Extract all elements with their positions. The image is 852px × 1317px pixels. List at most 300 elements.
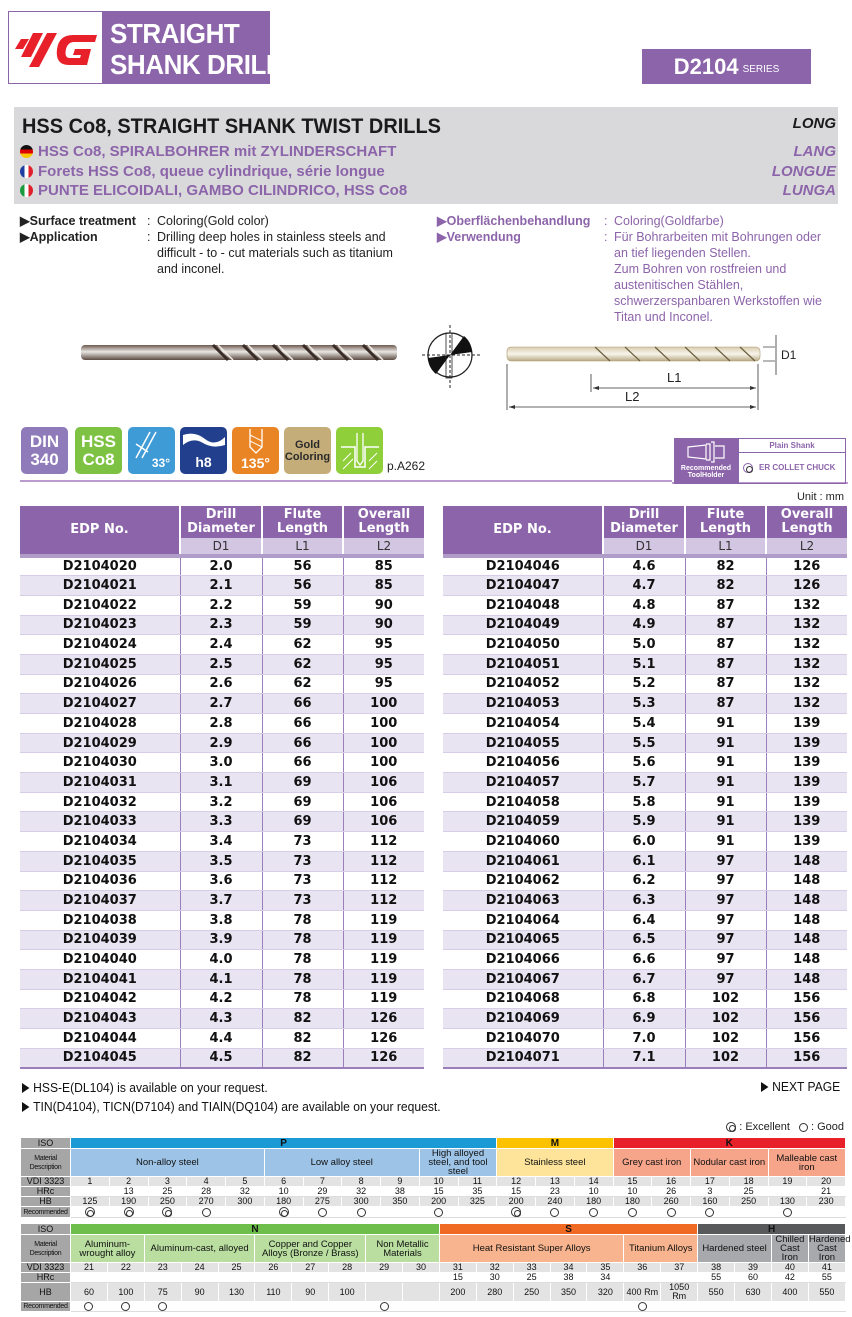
- flute-length-cell: 82: [262, 1029, 343, 1049]
- material-description: Heat Resistant Super Alloys: [439, 1235, 623, 1263]
- hb-cell: [403, 1283, 440, 1302]
- table-row: [443, 891, 847, 911]
- diameter-cell: 5.6: [603, 753, 685, 773]
- diameter-cell: 3.0: [180, 753, 262, 773]
- hrc-cell: 30: [476, 1273, 513, 1283]
- recommended-cell: [476, 1302, 513, 1312]
- flute-length-cell: 97: [685, 871, 766, 891]
- hb-cell: 280: [476, 1283, 513, 1302]
- material-description: Aluminum-cast, alloyed: [144, 1235, 255, 1263]
- flute-length-cell: 62: [262, 674, 343, 694]
- recommended-cell: [652, 1207, 691, 1218]
- vdi-cell: 20: [807, 1177, 846, 1187]
- table-row: [443, 714, 847, 734]
- hrc-cell: 29: [303, 1187, 342, 1197]
- good-icon: [121, 1302, 130, 1311]
- recommended-cell: [381, 1207, 420, 1218]
- vdi-cell: 16: [652, 1177, 691, 1187]
- overall-length-cell: 112: [343, 871, 424, 891]
- overall-length-cell: 95: [343, 674, 424, 694]
- edp-cell: D2104038: [20, 910, 180, 930]
- edp-cell: D2104070: [443, 1029, 603, 1049]
- table-row: [20, 910, 424, 930]
- vdi-cell: 39: [735, 1263, 772, 1273]
- recommended-cell: [808, 1302, 845, 1312]
- vdi-cell: 35: [587, 1263, 624, 1273]
- product-title-fr: Forets HSS Co8, queue cylindrique, série longue: [38, 163, 385, 180]
- hrc-cell: [255, 1273, 292, 1283]
- overall-length-cell: 139: [766, 753, 847, 773]
- flute-length-cell: 73: [262, 871, 343, 891]
- flute-length-cell: 78: [262, 969, 343, 989]
- edp-cell: D2104043: [20, 1009, 180, 1029]
- edp-cell: D2104057: [443, 773, 603, 793]
- edp-cell: D2104046: [443, 556, 603, 576]
- material-table-1: [20, 1137, 846, 1218]
- overall-length-cell: 112: [343, 891, 424, 911]
- diameter-cell: 3.4: [180, 832, 262, 852]
- overall-length-cell: 139: [766, 773, 847, 793]
- recommended-cell: [181, 1302, 218, 1312]
- vdi-cell: 10: [419, 1177, 458, 1187]
- next-page-link[interactable]: NEXT PAGE: [761, 1079, 840, 1094]
- edp-cell: D2104066: [443, 950, 603, 970]
- hrc-cell: [329, 1273, 366, 1283]
- table-row: [443, 851, 847, 871]
- overall-length-cell: 156: [766, 1009, 847, 1029]
- l2-label: L2: [625, 389, 640, 404]
- diameter-cell: 6.1: [603, 851, 685, 871]
- flute-length-cell: 56: [262, 556, 343, 576]
- table-row: [20, 930, 424, 950]
- hb-cell: 130: [218, 1283, 255, 1302]
- good-icon: [589, 1208, 598, 1217]
- diameter-cell: 2.9: [180, 733, 262, 753]
- diameter-cell: 6.6: [603, 950, 685, 970]
- table-row: [20, 989, 424, 1009]
- good-icon: [357, 1208, 366, 1217]
- edp-cell: D2104037: [20, 891, 180, 911]
- hrc-cell: [292, 1273, 329, 1283]
- recommended-cell: [735, 1302, 772, 1312]
- din-badge: DIN 340: [21, 427, 68, 474]
- material-description: High alloyed steel, and tool steel: [419, 1149, 497, 1177]
- hb-cell: 400 Rm: [624, 1283, 661, 1302]
- edp-cell: D2104029: [20, 733, 180, 753]
- header-d1: D1: [603, 538, 685, 556]
- german-flag-icon: [20, 145, 33, 158]
- hrc-cell: [218, 1273, 255, 1283]
- diameter-cell: 4.5: [180, 1048, 262, 1068]
- header-edp: EDP No.: [443, 506, 603, 556]
- hrc-cell: 34: [587, 1273, 624, 1283]
- hb-cell: 630: [735, 1283, 772, 1302]
- edp-cell: D2104030: [20, 753, 180, 773]
- diameter-cell: 3.7: [180, 891, 262, 911]
- hb-cell: 100: [107, 1283, 144, 1302]
- iso-group-k: K: [613, 1138, 846, 1149]
- edp-cell: D2104068: [443, 989, 603, 1009]
- flute-length-cell: 91: [685, 733, 766, 753]
- table-row: [443, 595, 847, 615]
- recommended-cell: [771, 1302, 808, 1312]
- table-row: [443, 969, 847, 989]
- table-row: [443, 773, 847, 793]
- recommended-cell: [691, 1207, 730, 1218]
- hrc-cell: [181, 1273, 218, 1283]
- material-description: Copper and Copper Alloys (Bronze / Brass): [255, 1235, 366, 1263]
- flute-length-cell: 87: [685, 654, 766, 674]
- recommended-cell: [458, 1207, 497, 1218]
- recommended-cell: [403, 1302, 440, 1312]
- hrc-cell: 10: [264, 1187, 303, 1197]
- edp-cell: D2104063: [443, 891, 603, 911]
- diameter-cell: 6.5: [603, 930, 685, 950]
- hb-cell: 200: [419, 1197, 458, 1207]
- diameter-cell: 5.3: [603, 694, 685, 714]
- recommended-cell: [71, 1207, 110, 1218]
- hrc-cell: 21: [807, 1187, 846, 1197]
- overall-length-cell: 85: [343, 576, 424, 596]
- flute-length-cell: 91: [685, 753, 766, 773]
- hb-cell: 250: [148, 1197, 187, 1207]
- vdi-cell: 28: [329, 1263, 366, 1273]
- drill-point-icon: [246, 429, 266, 455]
- diameter-cell: 6.0: [603, 832, 685, 852]
- table-row: [20, 694, 424, 714]
- hrc-cell: [624, 1273, 661, 1283]
- overall-length-cell: 132: [766, 595, 847, 615]
- l1-label: L1: [667, 370, 682, 385]
- good-icon: [158, 1302, 167, 1311]
- edp-cell: D2104059: [443, 812, 603, 832]
- overall-length-cell: 148: [766, 950, 847, 970]
- flute-length-cell: 87: [685, 635, 766, 655]
- hrc-cell: 10: [613, 1187, 652, 1197]
- table-row: [20, 595, 424, 615]
- hrc-cell: 60: [735, 1273, 772, 1283]
- flute-length-cell: 82: [262, 1009, 343, 1029]
- recommended-row: [21, 1207, 846, 1218]
- recommended-cell: [109, 1207, 148, 1218]
- description-label: Material Description: [21, 1235, 71, 1263]
- table-row: [20, 615, 424, 635]
- flute-length-cell: 66: [262, 694, 343, 714]
- hb-cell: 180: [264, 1197, 303, 1207]
- hb-cell: 320: [587, 1283, 624, 1302]
- overall-length-cell: 148: [766, 930, 847, 950]
- recommended-cell: [439, 1302, 476, 1312]
- material-description: Non Metallic Materials: [366, 1235, 440, 1263]
- material-description: Nodular cast iron: [691, 1149, 769, 1177]
- flute-length-cell: 78: [262, 950, 343, 970]
- vdi-cell: 4: [187, 1177, 226, 1187]
- edp-cell: D2104023: [20, 615, 180, 635]
- diameter-cell: 2.6: [180, 674, 262, 694]
- header-l2: L2: [343, 538, 424, 556]
- edp-cell: D2104026: [20, 674, 180, 694]
- hb-cell: [366, 1283, 403, 1302]
- hb-label: HB: [21, 1197, 71, 1207]
- table-row: [20, 1009, 424, 1029]
- hb-cell: 190: [109, 1197, 148, 1207]
- helix-angle-badge: 33°: [128, 427, 175, 474]
- vdi-cell: 21: [71, 1263, 108, 1273]
- vdi-cell: 29: [366, 1263, 403, 1273]
- flute-length-cell: 97: [685, 851, 766, 871]
- overall-length-cell: 126: [766, 556, 847, 576]
- vdi-cell: 27: [292, 1263, 329, 1273]
- edp-cell: D2104031: [20, 773, 180, 793]
- table-row: [20, 950, 424, 970]
- product-title-it-row: [20, 182, 407, 199]
- flute-length-cell: 69: [262, 773, 343, 793]
- overall-length-cell: 95: [343, 635, 424, 655]
- good-icon: [84, 1302, 93, 1311]
- flute-length-cell: 59: [262, 615, 343, 635]
- recommended-cell: [768, 1207, 807, 1218]
- description-row: [21, 1149, 846, 1177]
- diameter-cell: 5.9: [603, 812, 685, 832]
- recommended-cell: [255, 1302, 292, 1312]
- diameter-cell: 2.2: [180, 595, 262, 615]
- overall-length-cell: 132: [766, 674, 847, 694]
- vdi-cell: 13: [536, 1177, 575, 1187]
- diameter-cell: 2.1: [180, 576, 262, 596]
- diameter-cell: 3.6: [180, 871, 262, 891]
- flute-length-cell: 82: [262, 1048, 343, 1068]
- table-row: [443, 930, 847, 950]
- application-label-de: ▶Verwendung: [437, 230, 521, 244]
- table-row: [443, 989, 847, 1009]
- diameter-cell: 4.4: [180, 1029, 262, 1049]
- table-row: [443, 832, 847, 852]
- recommended-cell: [574, 1207, 613, 1218]
- recommended-cell: [71, 1302, 108, 1312]
- table-row: [443, 576, 847, 596]
- diameter-cell: 5.0: [603, 635, 685, 655]
- product-title-fr-row: [20, 163, 385, 180]
- hb-cell: 130: [768, 1197, 807, 1207]
- vdi-cell: 25: [218, 1263, 255, 1273]
- recommended-cell: [497, 1207, 536, 1218]
- table-row: [20, 773, 424, 793]
- product-title-de: HSS Co8, SPIRALBOHRER mit ZYLINDERSCHAFT: [38, 143, 397, 160]
- table-row: [20, 674, 424, 694]
- edp-cell: D2104051: [443, 654, 603, 674]
- flute-length-cell: 97: [685, 910, 766, 930]
- recommended-cell: [587, 1302, 624, 1312]
- flute-length-cell: 97: [685, 969, 766, 989]
- header-l2: L2: [766, 538, 847, 556]
- flute-length-cell: 66: [262, 733, 343, 753]
- vdi-label: VDI 3323: [21, 1263, 71, 1273]
- table-row: [443, 1029, 847, 1049]
- title-line-2: SHANK DRILLS: [110, 49, 299, 80]
- hb-cell: 325: [458, 1197, 497, 1207]
- product-title-band: [14, 107, 838, 204]
- overall-length-cell: 139: [766, 792, 847, 812]
- vdi-cell: 33: [513, 1263, 550, 1273]
- edp-cell: D2104069: [443, 1009, 603, 1029]
- deep-hole-drilling-icon: [339, 431, 381, 471]
- hrc-cell: 23: [536, 1187, 575, 1197]
- vdi-cell: 41: [808, 1263, 845, 1273]
- vdi-cell: 5: [226, 1177, 265, 1187]
- arrow-icon: [761, 1082, 768, 1092]
- material-description: Aluminum-wrought alloy: [71, 1235, 145, 1263]
- table-row: [443, 950, 847, 970]
- flute-length-cell: 82: [685, 556, 766, 576]
- edp-cell: D2104067: [443, 969, 603, 989]
- excellent-rating-icon: [743, 463, 753, 473]
- edp-cell: D2104062: [443, 871, 603, 891]
- table-row: [443, 694, 847, 714]
- hb-cell: 350: [381, 1197, 420, 1207]
- page-reference[interactable]: p.A262: [387, 459, 426, 473]
- vdi-cell: 22: [107, 1263, 144, 1273]
- diameter-cell: 6.3: [603, 891, 685, 911]
- table-row: [20, 871, 424, 891]
- overall-length-cell: 90: [343, 615, 424, 635]
- diameter-cell: 4.2: [180, 989, 262, 1009]
- header-edp: EDP No.: [20, 506, 180, 556]
- recommended-cell: [513, 1302, 550, 1312]
- hrc-label: HRc: [21, 1187, 71, 1197]
- header-flute: Flute Length: [685, 506, 766, 538]
- iso-group-p: P: [71, 1138, 497, 1149]
- flute-length-cell: 66: [262, 714, 343, 734]
- material-description: Low alloy steel: [264, 1149, 419, 1177]
- flute-length-cell: 91: [685, 792, 766, 812]
- good-icon: [434, 1208, 443, 1217]
- flute-length-cell: 97: [685, 950, 766, 970]
- flute-length-cell: 87: [685, 694, 766, 714]
- good-icon: [638, 1302, 647, 1311]
- hrc-cell: 32: [226, 1187, 265, 1197]
- iso-group-n: N: [71, 1224, 440, 1235]
- good-icon: [783, 1208, 792, 1217]
- diameter-cell: 3.8: [180, 910, 262, 930]
- edp-cell: D2104044: [20, 1029, 180, 1049]
- length-de: LANG: [793, 143, 836, 160]
- drill-photo: [78, 340, 400, 366]
- note-coatings: TIN(D4104), TICN(D7104) and TIAlN(DQ104) are available on your request.: [22, 1099, 441, 1114]
- overall-length-cell: 100: [343, 694, 424, 714]
- diameter-cell: 4.7: [603, 576, 685, 596]
- hrc-cell: 55: [808, 1273, 845, 1283]
- vdi-row: [21, 1177, 846, 1187]
- hb-cell: 100: [329, 1283, 366, 1302]
- drill-cross-section-icon: [420, 322, 485, 392]
- table-row: [20, 576, 424, 596]
- good-icon: [202, 1208, 211, 1217]
- flute-length-cell: 82: [685, 576, 766, 596]
- overall-length-cell: 148: [766, 871, 847, 891]
- table-row: [20, 969, 424, 989]
- diameter-cell: 2.8: [180, 714, 262, 734]
- hrc-cell: [144, 1273, 181, 1283]
- vdi-cell: 12: [497, 1177, 536, 1187]
- overall-length-cell: 106: [343, 792, 424, 812]
- diameter-cell: 5.1: [603, 654, 685, 674]
- vdi-cell: 6: [264, 1177, 303, 1187]
- edp-cell: D2104050: [443, 635, 603, 655]
- overall-length-cell: 126: [343, 1029, 424, 1049]
- table-row: [20, 1029, 424, 1049]
- table-row: [443, 753, 847, 773]
- iso-row: [21, 1224, 846, 1235]
- material-description: Malleable cast iron: [768, 1149, 846, 1177]
- hrc-cell: [366, 1273, 403, 1283]
- hrc-cell: [71, 1273, 108, 1283]
- diameter-cell: 6.8: [603, 989, 685, 1009]
- product-title-en: HSS Co8, STRAIGHT SHANK TWIST DRILLS: [22, 115, 441, 138]
- edp-cell: D2104049: [443, 615, 603, 635]
- edp-cell: D2104028: [20, 714, 180, 734]
- hb-cell: 250: [513, 1283, 550, 1302]
- recommended-cell: [107, 1302, 144, 1312]
- title-line-1: STRAIGHT: [110, 18, 240, 49]
- flute-length-cell: 102: [685, 1029, 766, 1049]
- iso-group-m: M: [497, 1138, 613, 1149]
- vdi-cell: 23: [144, 1263, 181, 1273]
- recommended-cell: [148, 1207, 187, 1218]
- edp-cell: D2104039: [20, 930, 180, 950]
- recommended-cell: [613, 1207, 652, 1218]
- recommended-toolholder: Recommended ToolHolder: [674, 438, 738, 484]
- diameter-cell: 7.0: [603, 1029, 685, 1049]
- hrc-cell: 3: [691, 1187, 730, 1197]
- overall-length-cell: 132: [766, 635, 847, 655]
- material-description: Hardened steel: [698, 1235, 772, 1263]
- overall-length-cell: 85: [343, 556, 424, 576]
- recommended-cell: [661, 1302, 698, 1312]
- overall-length-cell: 148: [766, 910, 847, 930]
- vdi-cell: 37: [661, 1263, 698, 1273]
- application-value-en: Drilling deep holes in stainless steels and difficult - to - cut materials such as titanium and inconel.: [157, 230, 393, 276]
- edp-cell: D2104052: [443, 674, 603, 694]
- hb-cell: 350: [550, 1283, 587, 1302]
- hb-cell: 160: [691, 1197, 730, 1207]
- flute-length-cell: 59: [262, 595, 343, 615]
- flute-length-cell: 87: [685, 674, 766, 694]
- hrc-cell: 15: [419, 1187, 458, 1197]
- table-row: [20, 812, 424, 832]
- overall-length-cell: 132: [766, 654, 847, 674]
- flute-length-cell: 78: [262, 910, 343, 930]
- hb-cell: 550: [808, 1283, 845, 1302]
- good-icon: [628, 1208, 637, 1217]
- table-row: [20, 733, 424, 753]
- hb-cell: 300: [226, 1197, 265, 1207]
- material-description: Titanium Alloys: [624, 1235, 698, 1263]
- table-row: [443, 733, 847, 753]
- product-title-de-row: [20, 143, 396, 160]
- excellent-icon: [85, 1207, 95, 1217]
- overall-length-cell: 100: [343, 733, 424, 753]
- overall-length-cell: 126: [766, 576, 847, 596]
- table-row: [443, 556, 847, 576]
- material-description: Hardened Cast Iron: [808, 1234, 851, 1263]
- overall-length-cell: 90: [343, 595, 424, 615]
- hb-cell: 240: [536, 1197, 575, 1207]
- flute-length-cell: 66: [262, 753, 343, 773]
- hrc-cell: 28: [187, 1187, 226, 1197]
- material-description: Chilled Cast Iron: [771, 1235, 808, 1263]
- hrc-row: [21, 1187, 846, 1197]
- good-icon: [667, 1208, 676, 1217]
